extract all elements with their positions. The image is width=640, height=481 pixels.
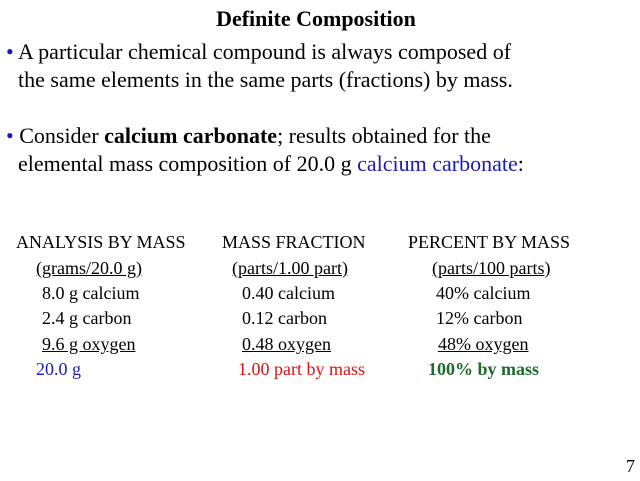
total-fraction: 1.00 part by mass bbox=[238, 359, 365, 379]
table-cell: 2.4 g carbon bbox=[42, 308, 132, 328]
total-percent: 100% by mass bbox=[428, 359, 540, 379]
table-cell: 0.40 calcium bbox=[242, 283, 335, 303]
total-analysis: 20.0 g bbox=[36, 359, 81, 379]
bullet-icon: • bbox=[6, 123, 14, 148]
table-cell: 12% carbon bbox=[436, 308, 523, 328]
table-cell: 9.6 g oxygen bbox=[42, 334, 136, 354]
bullet1-line2: the same elements in the same parts (fractions) by mass. bbox=[18, 67, 513, 92]
bullet2-emphasis: calcium carbonate bbox=[104, 123, 278, 148]
bullet-definition bbox=[6, 38, 626, 94]
bullet2-line2-suffix: : bbox=[517, 151, 524, 176]
table-cell: 48% oxygen bbox=[438, 334, 529, 354]
header-analysis: ANALYSIS BY MASS bbox=[16, 232, 186, 252]
subheader-analysis: (grams/20.0 g) bbox=[36, 258, 142, 278]
header-percent: PERCENT BY MASS bbox=[408, 232, 571, 252]
page-number: 7 bbox=[626, 456, 635, 476]
table-cell: 0.48 oxygen bbox=[242, 334, 331, 354]
header-fraction: MASS FRACTION bbox=[222, 232, 366, 252]
bullet2-line2-highlight: calcium carbonate bbox=[357, 151, 518, 176]
subheader-fraction: (parts/1.00 part) bbox=[232, 258, 348, 278]
bullet2-line2-prefix: elemental mass composition of 20.0 g bbox=[18, 151, 358, 176]
bullet2-suffix: ; results obtained for the bbox=[277, 123, 491, 148]
bullet1-line1: A particular chemical compound is always composed of bbox=[18, 39, 512, 64]
subheader-percent: (parts/100 parts) bbox=[432, 258, 551, 278]
bullet-example bbox=[6, 122, 626, 178]
slide-title: Definite Composition bbox=[216, 6, 416, 31]
table-cell: 40% calcium bbox=[436, 283, 531, 303]
composition-table bbox=[0, 230, 640, 390]
bullet2-prefix: Consider bbox=[19, 123, 105, 148]
table-cell: 8.0 g calcium bbox=[42, 283, 140, 303]
bullet-icon: • bbox=[6, 39, 14, 64]
table-cell: 0.12 carbon bbox=[242, 308, 327, 328]
